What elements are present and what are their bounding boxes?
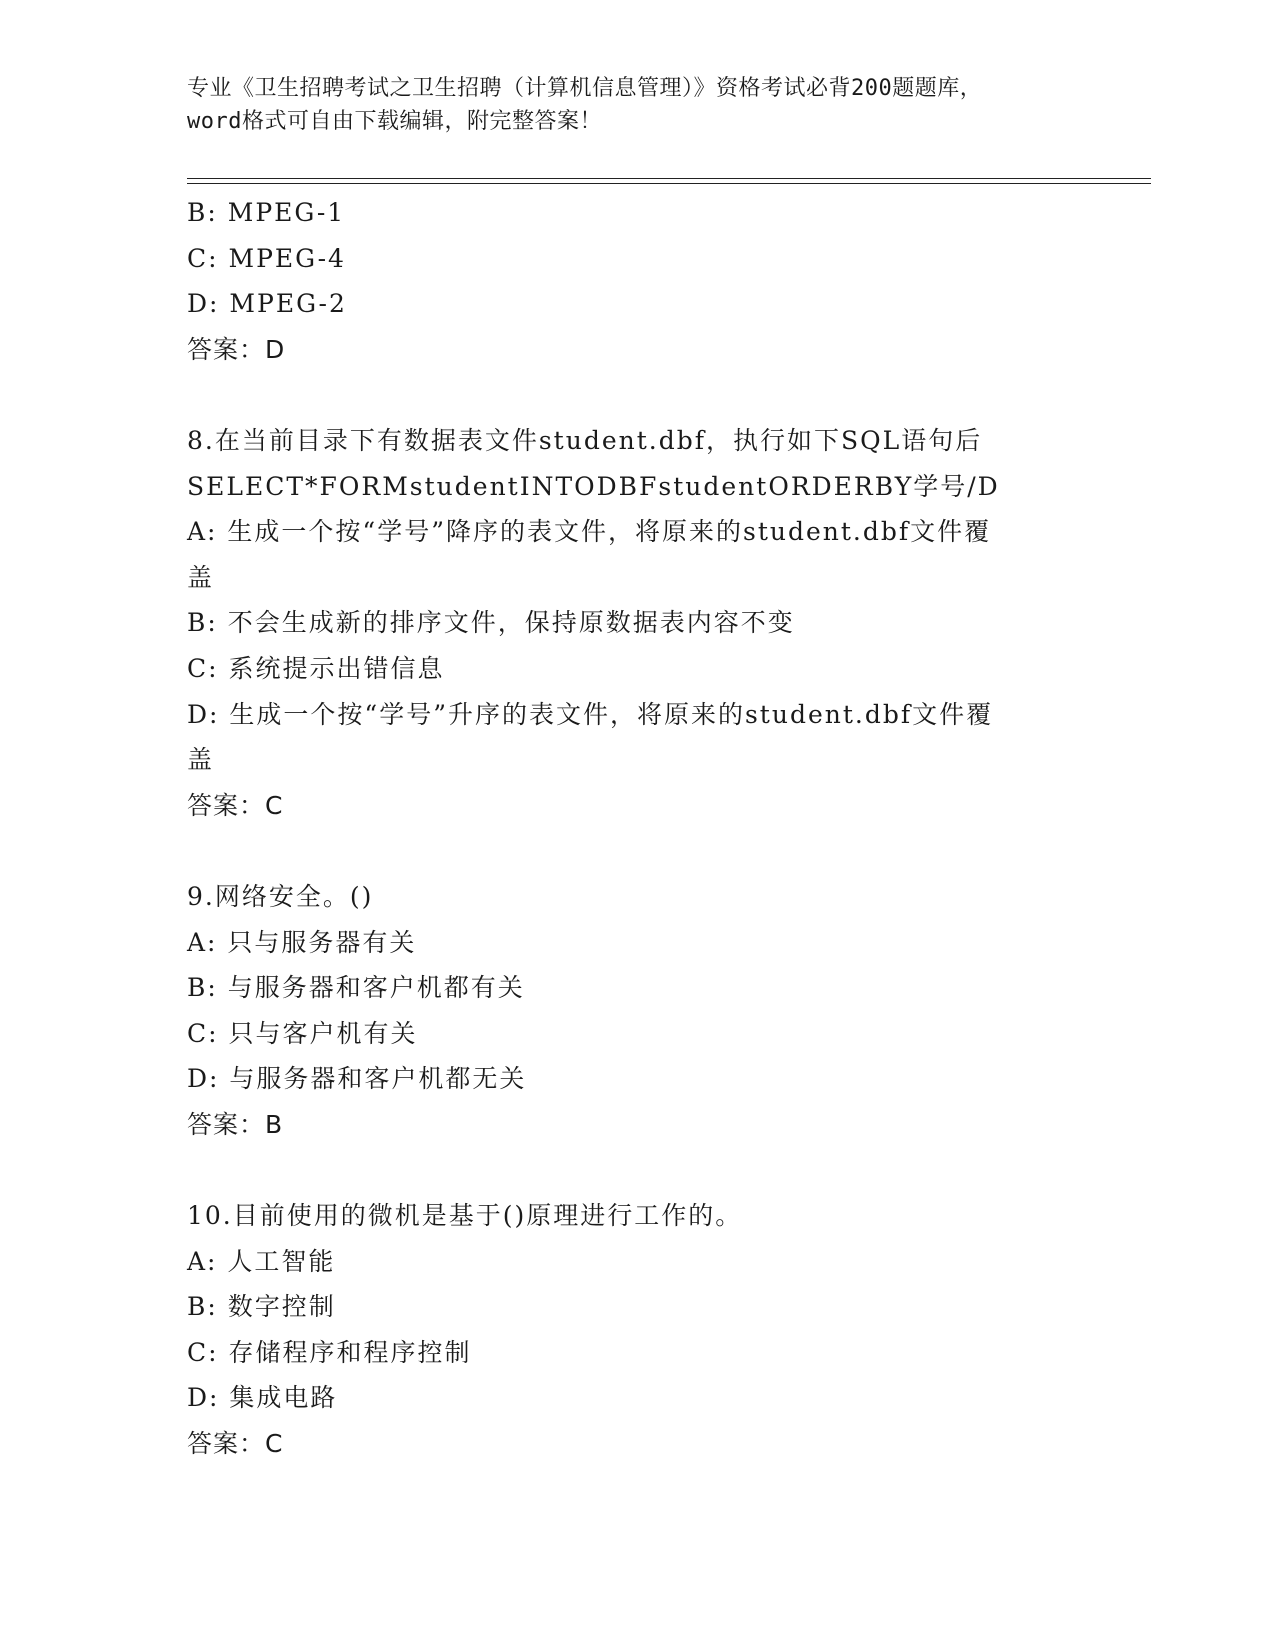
header-line-1: 专业《卫生招聘考试之卫生招聘（计算机信息管理）》资格考试必背200题题库， (187, 76, 983, 101)
option-c: C: MPEG-4 (187, 243, 346, 273)
question-text: 8.在当前目录下有数据表文件student.dbf，执行如下SQL语句后 (187, 425, 983, 455)
option-d: D: 集成电路 (187, 1383, 338, 1413)
answer-line: 答案：D (187, 334, 286, 364)
question-block-9 (187, 874, 1087, 1148)
block-spacer (187, 828, 1087, 874)
question-block-7 (187, 190, 1087, 372)
question-text-cont: SELECT*FORMstudentINTODBFstudentORDERBY学号/D (187, 471, 1000, 501)
question-text: 10.目前使用的微机是基于()原理进行工作的。 (187, 1201, 743, 1231)
header-line-2: word格式可自由下载编辑，附完整答案！ (187, 109, 602, 134)
option-c: C: 存储程序和程序控制 (187, 1337, 472, 1367)
option-a: A: 人工智能 (187, 1246, 336, 1276)
option-c: C: 系统提示出错信息 (187, 653, 445, 683)
question-text: 9.网络安全。() (187, 881, 374, 911)
option-b: B: MPEG-1 (187, 198, 346, 227)
header-divider-top (187, 178, 1151, 179)
header-divider-bottom (187, 183, 1151, 184)
option-a: A: 生成一个按“学号”降序的表文件，将原来的student.dbf文件覆 (187, 517, 992, 547)
option-d: D: 与服务器和客户机都无关 (187, 1064, 527, 1094)
block-spacer (187, 372, 1087, 418)
option-d-cont: 盖 (187, 745, 215, 775)
option-a-cont: 盖 (187, 562, 215, 592)
answer-line: 答案：C (187, 790, 284, 820)
option-a: A: 只与服务器有关 (187, 927, 417, 957)
answer-line: 答案：B (187, 1109, 284, 1139)
option-c: C: 只与客户机有关 (187, 1018, 418, 1048)
option-b: B: 数字控制 (187, 1292, 336, 1322)
question-list (187, 190, 1087, 1467)
answer-line: 答案：C (187, 1429, 284, 1459)
option-b: B: 与服务器和客户机都有关 (187, 973, 525, 1003)
question-block-8 (187, 418, 1087, 828)
block-spacer (187, 1147, 1087, 1193)
document-header (187, 72, 1087, 138)
question-block-10 (187, 1193, 1087, 1467)
option-d: D: MPEG-2 (187, 289, 347, 319)
option-d: D: 生成一个按“学号”升序的表文件，将原来的student.dbf文件覆 (187, 699, 994, 729)
option-b: B: 不会生成新的排序文件，保持原数据表内容不变 (187, 608, 795, 638)
